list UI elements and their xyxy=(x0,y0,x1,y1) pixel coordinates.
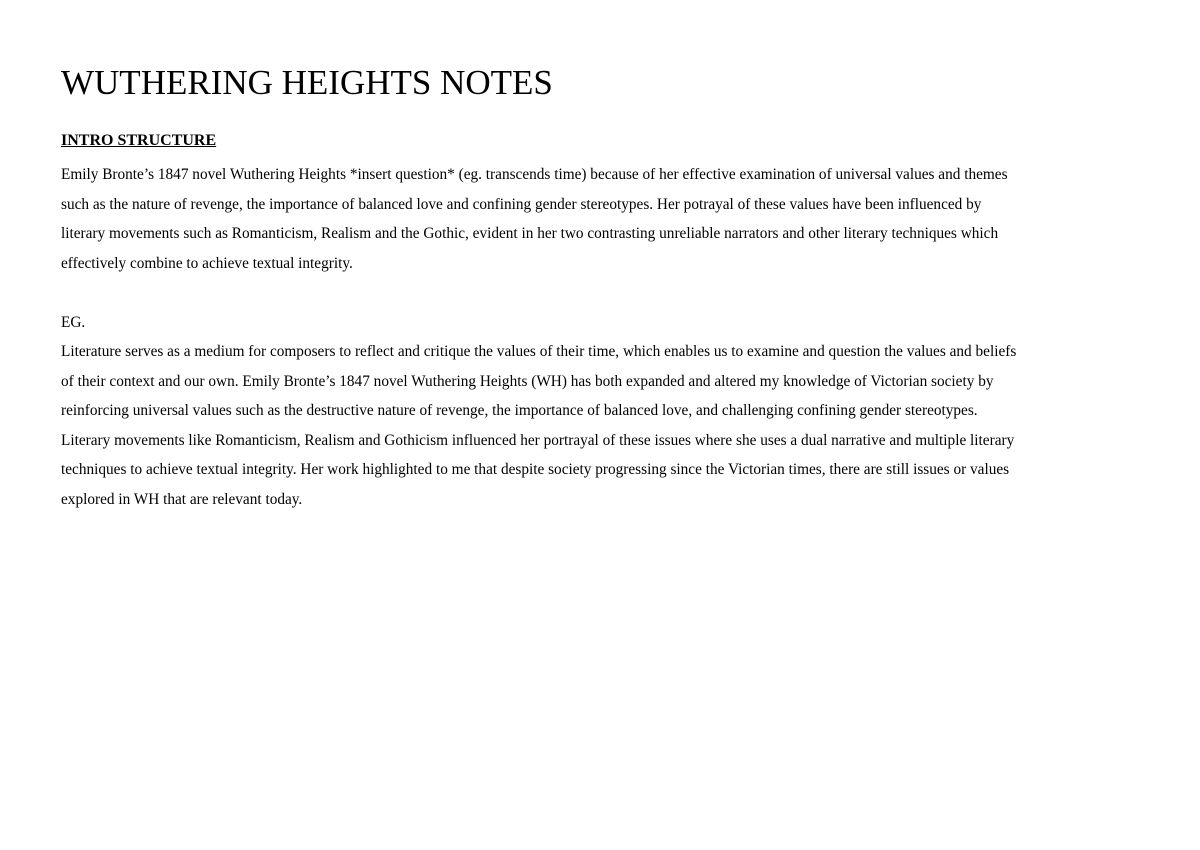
intro-line: literary movements such as Romanticism, Realism and the Gothic, evident in her two contrasting unreliable narrators and other literary techniques which xyxy=(61,225,999,242)
example-line: of their context and our own. Emily Bronte’s 1847 novel Wuthering Heights (WH) has both expanded and altered my knowledge of Victorian society by xyxy=(61,372,994,390)
intro-line: effectively combine to achieve textual integrity. xyxy=(61,254,353,272)
example-paragraph xyxy=(61,337,1141,514)
example-label: EG. xyxy=(61,314,86,331)
intro-paragraph xyxy=(61,160,1141,278)
intro-line: Emily Bronte’s 1847 novel Wuthering Heights *insert question* (eg. transcends time) because of her effective examination of universal values and themes xyxy=(61,166,1008,183)
document-title: WUTHERING HEIGHTS NOTES xyxy=(61,63,553,102)
example-line: Literary movements like Romanticism, Realism and Gothicism influenced her portrayal of these issues where she uses a dual narrative and multiple literary xyxy=(61,431,1015,449)
intro-structure-heading: INTRO STRUCTURE xyxy=(61,132,217,149)
example-line: explored in WH that are relevant today. xyxy=(61,490,303,508)
example-line: reinforcing universal values such as the destructive nature of revenge, the importance of balanced love, and challenging confining gender stereotypes. xyxy=(61,402,978,419)
intro-line: such as the nature of revenge, the importance of balanced love and confining gender stereotypes. Her potrayal of these values have been influenced by xyxy=(61,195,982,213)
example-line: Literature serves as a medium for composers to reflect and critique the values of their time, which enables us to examine and question the values and beliefs xyxy=(61,343,1017,360)
example-line: techniques to achieve textual integrity. Her work highlighted to me that despite society progressing since the Victorian times, there are still issues or values xyxy=(61,461,1010,478)
